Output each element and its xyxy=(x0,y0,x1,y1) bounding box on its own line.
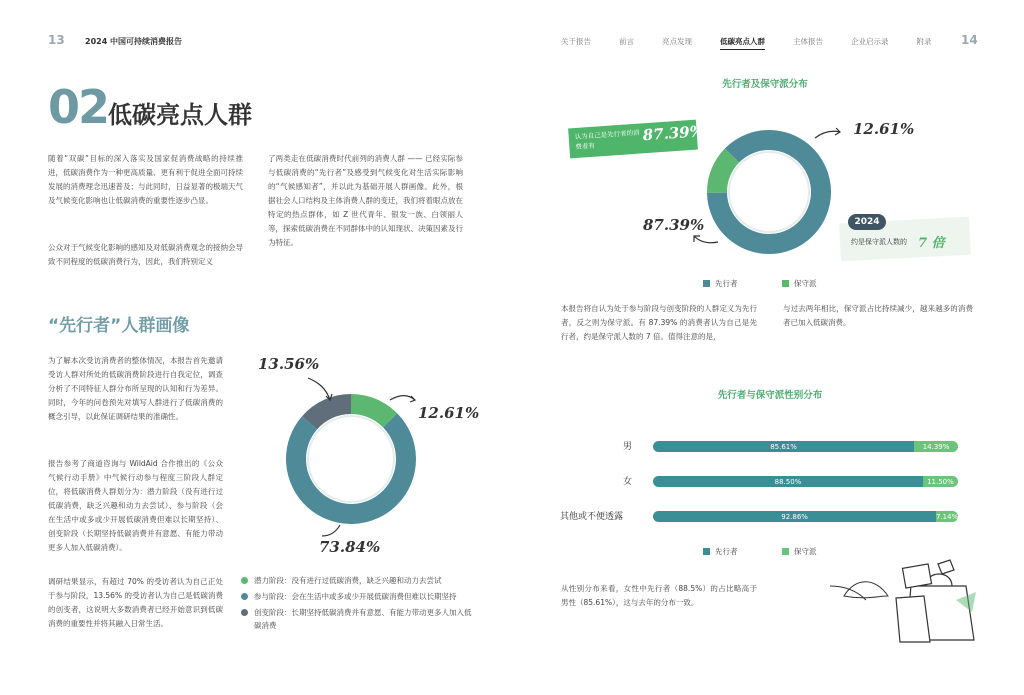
stacked-bar xyxy=(653,441,958,452)
bar-category-label: 女 xyxy=(623,477,633,487)
legend-swatch-icon xyxy=(782,548,789,555)
badge-text: 约是保守派人数的 xyxy=(851,238,907,246)
chart3-title: 先行者与保守派性别分布 xyxy=(717,390,823,401)
callout-text: 认为自己是先行者的消费者有 xyxy=(574,128,640,152)
top-nav xyxy=(561,36,960,50)
bar-segment-conservative: 7.14% xyxy=(935,512,958,521)
chart2-title: 先行者及保守派分布 xyxy=(722,79,808,90)
stage-legend xyxy=(241,574,473,635)
chart1-label-innovator: 13.56% xyxy=(258,355,320,373)
year-badge: 2024 xyxy=(848,214,886,230)
chart2-arrows xyxy=(690,120,850,260)
bar-row xyxy=(560,439,970,453)
legend-swatch-icon xyxy=(703,280,710,287)
portrait-paragraph-3: 调研结果显示，有超过 70% 的受访者认为自己正处于参与阶段，13.56% 的受访者认为自己是低碳消费的创变者，这说明大多数消费者已经开始意识到低碳消费的重要性并将其融入日常生活。 xyxy=(48,577,223,628)
bar-segment-pioneer: 92.86% xyxy=(653,511,936,522)
nav-item[interactable]: 关于报告 xyxy=(561,37,591,46)
bar-segment-conservative: 14.39% xyxy=(914,441,958,452)
bar-segment-pioneer: 85.61% xyxy=(653,441,914,452)
bar-row xyxy=(560,474,970,488)
portrait-paragraph-1: 为了解本次受访消费者的整体情况，本报告首先邀请受访人群对所处的低碳消费阶段进行自我定位，调查分析了不同特征人群分布所呈现的认知和行为差异。同时，今年的问卷预先对填写人群进行了低碳消费的概念引导，以此保证调研结果的准确性。 xyxy=(48,356,223,421)
intro-paragraph-1: 随着“双碳”目标的深入落实及国家促消费战略的持续推进，低碳消费作为一种更高质量、更有利于促进全面可持续发展的消费理念迅速普及；与此同时，日益显著的极端天气及气候变化影响也让低碳消费的重要性逐步凸显。 xyxy=(48,154,243,205)
legend-item xyxy=(241,606,473,632)
chart2-label-pioneer: 87.39% xyxy=(643,216,705,234)
stacked-bar xyxy=(653,476,958,487)
legend-swatch-icon xyxy=(703,548,710,555)
chart3-legend-pioneer: 先行者 xyxy=(703,546,738,557)
bar-segment-conservative: 11.50% xyxy=(923,476,958,487)
shopping-bag-icon xyxy=(826,556,976,646)
legend-text: 创变阶段：长期坚持低碳消费并有意愿、有能力带动更多人加入低碳消费 xyxy=(254,608,472,630)
section-number: 02 xyxy=(48,80,109,134)
chart3-legend-conservative: 保守派 xyxy=(782,546,817,557)
badge-value: 7 倍 xyxy=(918,236,945,251)
bar-category-label: 男 xyxy=(623,442,633,452)
intro-paragraph-2: 公众对于气候变化影响的感知及对低碳消费观念的接纳会导致不同程度的低碳消费行为，因此，我们特别定义 xyxy=(48,243,243,266)
callout-value: 87.39% xyxy=(642,122,705,145)
right-paragraph-2: 与过去两年相比，保守派占比持续减少，越来越多的消费者已加入低碳消费。 xyxy=(783,304,973,327)
chart1-label-potential: 12.61% xyxy=(418,404,480,422)
legend-text: 参与阶段：会在生活中或多或少开展低碳消费但难以长期坚持 xyxy=(254,592,457,601)
nav-item[interactable]: 附录 xyxy=(916,37,932,46)
right-paragraph-3: 从性别分布来看，女性中先行者（88.5%）的占比略高于男性（85.61%），这与去年的分布一致。 xyxy=(561,584,757,607)
section-title: 低碳亮点人群 xyxy=(108,101,252,129)
legend-dot-icon xyxy=(241,577,248,584)
bar-row xyxy=(560,509,970,523)
nav-item[interactable]: 前言 xyxy=(619,37,634,46)
chart1-label-participant: 73.84% xyxy=(319,538,381,556)
intro-paragraph-3: 了两类走在低碳消费时代前列的消费人群 —— 已经实际参与低碳消费的“先行者”及感受到气候变化对生活实际影响的“气候感知者”，并以此为基础开展人群画像。此外，根据社会人口结构及主体消费人群的变迁，我们将着眼点放在特定的热点群体，如 Z 世代青年、银发一族、白领丽人等，探索低碳消费在不同群体中的认知现状、决策因素及行为特征。 xyxy=(268,154,463,247)
nav-item[interactable]: 低碳亮点人群 xyxy=(720,36,765,50)
right-paragraph-1: 本报告将自认为处于参与阶段与创变阶段的人群定义为先行者，反之则为保守派。有 87.39% 的消费者认为自己是先行者，约是保守派人数的 7 倍。值得注意的是， xyxy=(561,304,757,341)
bar-category-label: 其他或不便透露 xyxy=(560,512,624,522)
legend-dot-icon xyxy=(241,609,248,616)
legend-item xyxy=(241,574,473,587)
nav-item[interactable]: 企业启示录 xyxy=(851,37,889,46)
stacked-bar xyxy=(653,511,958,522)
portrait-paragraph-2: 报告参考了商道咨询与 WildAid 合作推出的《公众气候行动手册》中气候行动参与程度三阶段人群定位，将低碳消费人群划分为：潜力阶段（没有进行过低碳消费，缺乏兴趣和动力去尝试）、参与阶段（会在生活中或多或少开展低碳消费但难以长期坚持）、创变阶段（长期坚持低碳消费并有意愿、有能力带动更多人加入低碳消费）。 xyxy=(48,459,223,552)
portrait-subtitle: “先行者”人群画像 xyxy=(48,316,190,336)
pioneer-callout-banner xyxy=(568,120,705,159)
chart2-legend-pioneer: 先行者 xyxy=(703,278,738,289)
chart2-label-conservative: 12.61% xyxy=(853,120,915,138)
hand-drawn-arrows xyxy=(300,360,420,550)
bar-segment-pioneer: 88.50% xyxy=(653,476,923,487)
left-page-number: 13 xyxy=(48,33,65,47)
right-page-number: 14 xyxy=(961,33,978,47)
legend-dot-icon xyxy=(241,593,248,600)
nav-item[interactable]: 亮点发现 xyxy=(662,37,692,46)
nav-item[interactable]: 主体报告 xyxy=(793,37,823,46)
chart2-legend-conservative: 保守派 xyxy=(782,278,817,289)
legend-swatch-icon xyxy=(782,280,789,287)
report-title: 2024 中国可持续消费报告 xyxy=(85,37,183,46)
legend-item xyxy=(241,590,473,603)
legend-text: 潜力阶段：没有进行过低碳消费，缺乏兴趣和动力去尝试 xyxy=(254,576,442,585)
